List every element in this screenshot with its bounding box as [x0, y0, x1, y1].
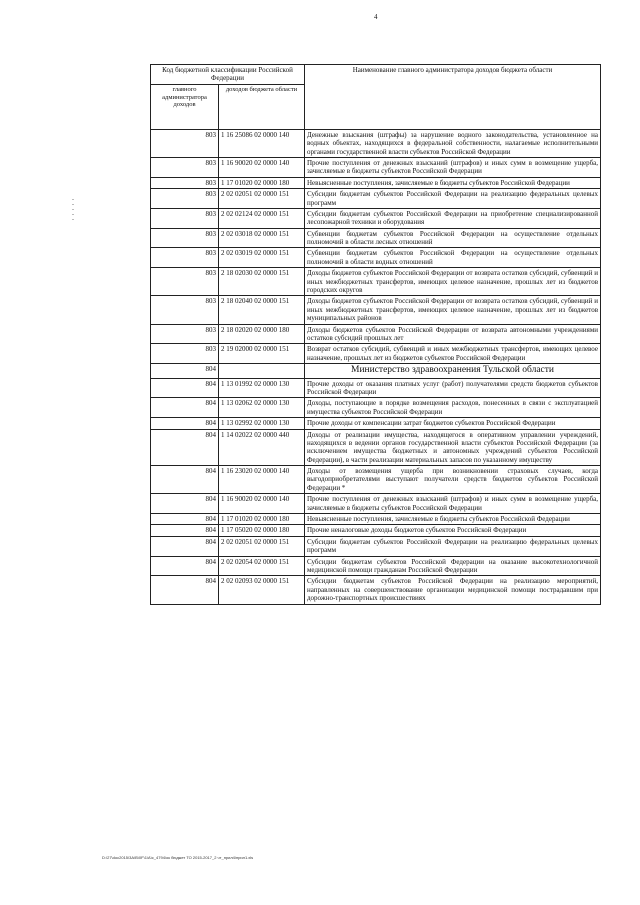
description-cell: Доходы, поступающие в порядке возмещения расходов, понесенных в связи с эксплуатацией имущества субъектов Российской Федерации	[305, 398, 601, 418]
table-row	[151, 378, 601, 398]
description-cell: Возврат остатков субсидий, субвенций и иных межбюджетных трансфертов, имеющих целевое назначение, прошлых лет из бюджетов субъектов Российской Федерации	[305, 344, 601, 364]
table-row	[151, 189, 601, 209]
description-cell: Субсидии бюджетам субъектов Российской Федерации на реализацию федеральных целевых программ	[305, 189, 601, 209]
table-row	[151, 177, 601, 188]
admin-code-cell: 804	[151, 536, 219, 556]
income-code-cell: 1 17 01020 02 0000 180	[219, 177, 305, 188]
admin-code-cell: 803	[151, 177, 219, 188]
description-cell: Денежные взыскания (штрафы) за нарушение водного законодательства, установленное на водных объектах, находящихся в федеральной собственности, налагаемые исполнительными органами государственной власти субъектов Российской Федерации	[305, 129, 601, 157]
income-code-cell: 1 17 01020 02 0000 180	[219, 514, 305, 525]
description-cell: Субсидии бюджетам субъектов Российской Федерации на реализацию мероприятий, направленных на совершенствование организации медицинской помощи пострадавшим при дорожно-транспортных происшествиях	[305, 576, 601, 604]
income-code-cell: 1 13 02992 02 0000 130	[219, 418, 305, 429]
table-row	[151, 556, 601, 576]
header-code-group: Код бюджетной классификации Российской Федерации	[151, 65, 305, 85]
admin-code-cell: 803	[151, 228, 219, 248]
description-cell: Доходы от возмещения ущерба при возникновении страховых случаев, когда выгодоприобретателями выступают получатели средств бюджетов субъектов Российской Федерации *	[305, 466, 601, 494]
description-cell: Субвенции бюджетам субъектов Российской Федерации на осуществление отдельных полномочий в области водных отношений	[305, 248, 601, 268]
admin-code-cell: 804	[151, 378, 219, 398]
description-cell: Субвенции бюджетам субъектов Российской Федерации на осуществление отдельных полномочий в области лесных отношений	[305, 228, 601, 248]
admin-code-cell: 803	[151, 344, 219, 364]
income-code-cell: 2 02 02093 02 0000 151	[219, 576, 305, 604]
description-cell: Доходы бюджетов субъектов Российской Федерации от возврата автономными учреждениями остатков субсидий прошлых лет	[305, 324, 601, 344]
table-row	[151, 296, 601, 324]
description-cell: Доходы бюджетов субъектов Российской Федерации от возврата остатков субсидий, субвенций и иных межбюджетных трансфертов, имеющих целевое назначение, прошлых лет из бюджетов городских округов	[305, 268, 601, 296]
table-row	[151, 525, 601, 536]
income-code-cell: 1 14 02022 02 0000 440	[219, 429, 305, 466]
table-header-row	[151, 65, 601, 85]
description-cell: Субсидии бюджетам субъектов Российской Федерации на приобретение специализированной лесопожарной техники и оборудования	[305, 208, 601, 228]
section-row	[151, 364, 601, 378]
admin-code-cell: 803	[151, 208, 219, 228]
admin-code-cell: 803	[151, 268, 219, 296]
description-cell: Доходы бюджетов субъектов Российской Федерации от возврата остатков субсидий, субвенций и иных межбюджетных трансфертов, имеющих целевое назначение, прошлых лет из бюджетов муниципальных районов	[305, 296, 601, 324]
table-row	[151, 129, 601, 157]
description-cell: Прочие доходы от компенсации затрат бюджетов субъектов Российской Федерации	[305, 418, 601, 429]
table-row	[151, 228, 601, 248]
table-row	[151, 208, 601, 228]
description-cell: Невыясненные поступления, зачисляемые в бюджеты субъектов Российской Федерации	[305, 177, 601, 188]
description-cell: Субсидии бюджетам субъектов Российской Федерации на реализацию федеральных целевых программ	[305, 536, 601, 556]
income-code-cell: 1 16 90020 02 0000 140	[219, 494, 305, 514]
admin-code-cell: 803	[151, 129, 219, 157]
table-row	[151, 514, 601, 525]
income-code-cell: 1 13 02062 02 0000 130	[219, 398, 305, 418]
admin-code-cell: 804	[151, 398, 219, 418]
admin-code-cell: 804	[151, 494, 219, 514]
description-cell: Прочие поступления от денежных взысканий (штрафов) и иных сумм в возмещение ущерба, зачисляемые в бюджеты субъектов Российской Федерации	[305, 157, 601, 177]
admin-code-cell: 803	[151, 248, 219, 268]
table-body	[151, 129, 601, 604]
table-row	[151, 536, 601, 556]
admin-code-cell: 803	[151, 296, 219, 324]
income-code-cell: 1 16 23020 02 0000 140	[219, 466, 305, 494]
income-code-cell: 2 18 02040 02 0000 151	[219, 296, 305, 324]
income-code-cell: 2 02 02051 02 0000 151	[219, 189, 305, 209]
table-row	[151, 429, 601, 466]
income-code-cell: 2 02 03018 02 0000 151	[219, 228, 305, 248]
table-row	[151, 344, 601, 364]
header-income-column: доходов бюджета области	[219, 84, 305, 129]
table-row	[151, 268, 601, 296]
admin-code-cell: 804	[151, 556, 219, 576]
header-name-column: Наименование главного администратора доходов бюджета области	[305, 65, 601, 130]
description-cell: Прочие неналоговые доходы бюджетов субъектов Российской Федерации	[305, 525, 601, 536]
table-row	[151, 324, 601, 344]
income-code-cell: 1 16 90020 02 0000 140	[219, 157, 305, 177]
income-code-cell: 2 02 02051 02 0000 151	[219, 536, 305, 556]
table-row	[151, 248, 601, 268]
income-code-cell: 1 17 05020 02 0000 180	[219, 525, 305, 536]
table-row	[151, 157, 601, 177]
admin-code-cell: 803	[151, 189, 219, 209]
income-code-cell: 1 16 25086 02 0000 140	[219, 129, 305, 157]
table-row	[151, 466, 601, 494]
income-code-cell: 1 13 01992 02 0000 130	[219, 378, 305, 398]
file-path-footer: D:\27\doc2015\3A\B\0F\1\A\c_4794\ок бюджет ТО 2015-2017_2 чт_прил4\прил1.xls	[102, 855, 254, 860]
admin-code-cell: 803	[151, 157, 219, 177]
page-number: 4	[374, 13, 378, 21]
income-code-cell: 2 02 03019 02 0000 151	[219, 248, 305, 268]
admin-code-cell: 804	[151, 576, 219, 604]
admin-code-cell: 804	[151, 525, 219, 536]
income-code-cell: 2 18 02030 02 0000 151	[219, 268, 305, 296]
header-admin-column: главного администратора доходов	[151, 84, 219, 129]
admin-code-cell: 803	[151, 324, 219, 344]
table-row	[151, 576, 601, 604]
table-row	[151, 494, 601, 514]
admin-code-cell: 804	[151, 429, 219, 466]
table-row	[151, 398, 601, 418]
admin-code-cell: 804	[151, 514, 219, 525]
admin-code-cell: 804	[151, 466, 219, 494]
description-cell: Субсидии бюджетам субъектов Российской Федерации на оказание высокотехнологичной медицинской помощи гражданам Российской Федерации	[305, 556, 601, 576]
income-code-cell: 2 02 02124 02 0000 151	[219, 208, 305, 228]
income-code-cell	[219, 364, 305, 378]
section-title: Министерство здравоохранения Тульской области	[305, 364, 601, 378]
description-cell: Доходы от реализации имущества, находящегося в оперативном управлении учреждений, находящихся в ведении органов государственной власти субъектов Российской Федерации (за исключением имущества бюджетных и автономных учреждений субъектов Российской Федерации), в части реализации материальных запасов по указанному имуществу	[305, 429, 601, 466]
table-row	[151, 418, 601, 429]
scan-marks	[69, 195, 77, 235]
revenue-classification-table	[150, 64, 601, 605]
admin-code-cell: 804	[151, 418, 219, 429]
description-cell: Невыясненные поступления, зачисляемые в бюджеты субъектов Российской Федерации	[305, 514, 601, 525]
description-cell: Прочие доходы от оказания платных услуг (работ) получателями средств бюджетов субъектов Российской Федерации	[305, 378, 601, 398]
income-code-cell: 2 19 02000 02 0000 151	[219, 344, 305, 364]
income-code-cell: 2 02 02054 02 0000 151	[219, 556, 305, 576]
admin-code-cell: 804	[151, 364, 219, 378]
description-cell: Прочие поступления от денежных взысканий (штрафов) и иных сумм в возмещение ущерба, зачисляемые в бюджеты субъектов Российской Федерации	[305, 494, 601, 514]
income-code-cell: 2 18 02020 02 0000 180	[219, 324, 305, 344]
